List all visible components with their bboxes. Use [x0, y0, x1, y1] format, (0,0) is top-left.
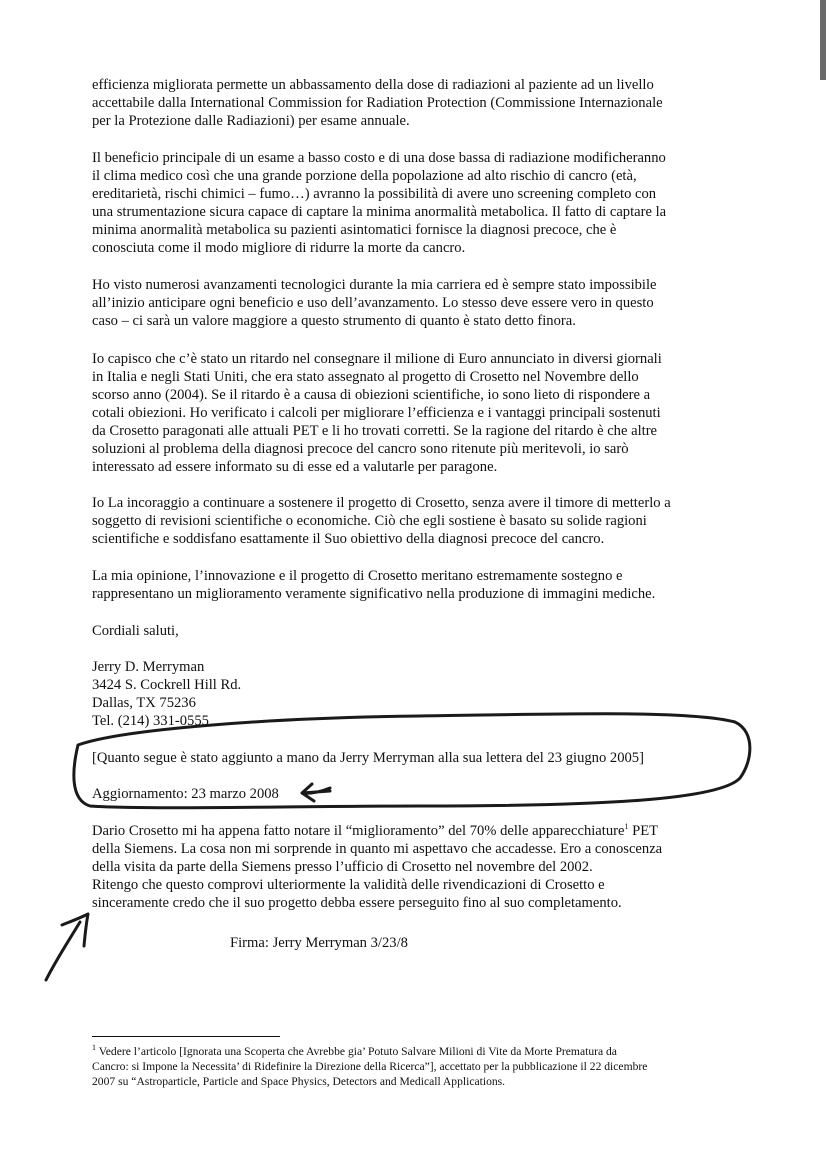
text-line: scientifiche e soddisfano esattamente il Suo obiettivo della diagnosi precoce del cancro. — [92, 531, 605, 547]
closing-salutation — [92, 622, 722, 640]
paragraph-benefit — [92, 149, 722, 257]
text-line: cotali obiezioni. Ho verificato i calcoli per migliorare l’efficienza e i vantaggi principali sostenuti — [92, 405, 661, 421]
footnote-divider — [92, 1036, 280, 1037]
text-line: Il beneficio principale di un esame a basso costo e di una dose bassa di radiazione modificheranno — [92, 150, 666, 166]
sender-name: Jerry D. Merryman — [92, 659, 205, 675]
text-line: caso – ci sarà un valore maggiore a questo strumento di quanto è stato detto finora. — [92, 313, 576, 329]
paragraph-funding-delay — [92, 350, 722, 476]
sender-street: 3424 S. Cockrell Hill Rd. — [92, 677, 242, 693]
text-line: rappresentano un miglioramento veramente significativo nella produzione di immagini mediche. — [92, 586, 656, 602]
text-line — [92, 1044, 722, 1059]
text-line: scorso anno (2004). Se il ritardo è a causa di obiezioni scientifiche, io sono lieto di rispondere a — [92, 387, 651, 403]
hand-drawn-arrow-icon — [46, 914, 88, 980]
text-line: sinceramente credo che il suo progetto debba essere perseguito fino al suo completamento. — [92, 895, 622, 911]
text-line: il clima medico così che una grande porzione della popolazione ad alto rischio di cancro (età, — [92, 168, 637, 184]
text-line: della Siemens. La cosa non mi sorprende in quanto mi aspettavo che accadesse. Ero a conoscenza — [92, 841, 663, 857]
text-line: conosciuta come il modo migliore di ridurre la morte da cancro. — [92, 240, 466, 256]
scan-edge-mark — [820, 0, 826, 80]
text-line: della visita da parte della Siemens presso l’ufficio di Crosetto nel novembre del 2002. — [92, 859, 593, 875]
text-line: Ritengo che questo comprovi ulteriormente la validità delle rivendicazioni di Crosetto e — [92, 877, 605, 893]
footnote-marker: 1 — [92, 1043, 96, 1053]
text-line: soluzioni al problema della diagnosi precoce del cancro sono ritenute più meritevoli, io sarò — [92, 441, 629, 457]
text-line: all’inizio anticipare ogni beneficio e uso dell’avanzamento. Lo stesso deve essere vero in questo — [92, 295, 654, 311]
text-line: una strumentazione sicura capace di captare la minima anormalità metabolica. Il fatto di captare la — [92, 204, 667, 220]
paragraph-advancements — [92, 276, 722, 330]
sender-phone: Tel. (214) 331-0555 — [92, 713, 209, 729]
update-date: Aggiornamento: 23 marzo 2008 — [92, 786, 279, 802]
sender-address — [92, 658, 722, 730]
text-line: in Italia e negli Stati Uniti, che era stato assegnato al progetto di Crosetto nel Novembre dello — [92, 369, 639, 385]
footnote-ref: 1 — [624, 822, 629, 832]
text-fragment: Vedere l’articolo [Ignorata una Scoperta che Avrebbe gia’ Potuto Salvare Milioni di Vite da Morte Prematura da — [96, 1045, 617, 1058]
text-line: efficienza migliorata permette un abbassamento della dose di radiazioni al paziente ad un livello — [92, 77, 654, 93]
text-line: La mia opinione, l’innovazione e il progetto di Crosetto meritano estremamente sostegno e — [92, 568, 623, 584]
footnote — [92, 1044, 722, 1089]
paragraph-conclusion — [92, 876, 722, 912]
text-fragment: Dario Crosetto mi ha appena fatto notare il “miglioramento” del 70% delle apparecchiature — [92, 823, 625, 839]
text-line: Cordiali saluti, — [92, 623, 179, 639]
text-fragment: PET — [628, 823, 659, 839]
hand-drawn-arrow-icon — [302, 784, 330, 801]
paragraph-opinion — [92, 567, 722, 603]
text-line: soggetto di revisioni scientifiche o economiche. Ciò che egli sostiene è basato su solide ragioni — [92, 513, 647, 529]
text-line: Io capisco che c’è stato un ritardo nel consegnare il milione di Euro annunciato in diversi giornali — [92, 351, 662, 367]
text-line: interessato ad essere informato su di esse ed a valutarle per paragone. — [92, 459, 498, 475]
text-line: Cancro: si Impone la Necessita’ di Ridefinire la Direzione della Ricerca”], accettato per la pubblicazione il 22 dicembre — [92, 1060, 648, 1073]
text-line: per la Protezione dalle Radiazioni) per esame annuale. — [92, 113, 410, 129]
text-line: minima anormalità metabolica su pazienti asintomatici fornisce la diagnosi precoce, che è — [92, 222, 617, 238]
text-line: 2007 su “Astroparticle, Particle and Space Physics, Detectors and Medicall Applications. — [92, 1075, 506, 1088]
signature-line: Firma: Jerry Merryman 3/23/8 — [230, 935, 408, 951]
paragraph-encouragement — [92, 494, 722, 548]
text-line — [92, 822, 722, 840]
text-line: ereditarietà, rischi chimici – fumo…) avranno la possibilità di avere uno screening completo con — [92, 186, 657, 202]
text-line: Ho visto numerosi avanzamenti tecnologici durante la mia carriera ed è sempre stato impossibile — [92, 277, 657, 293]
paragraph-radiation-dose — [92, 76, 722, 130]
text-line: da Crosetto paragonati alle attuali PET e li ho trovati corretti. Se la ragione del ritardo è che altre — [92, 423, 658, 439]
sender-city: Dallas, TX 75236 — [92, 695, 196, 711]
handwritten-note-label: [Quanto segue è stato aggiunto a mano da Jerry Merryman alla sua lettera del 23 giugno 2005] — [92, 750, 644, 766]
text-line: accettabile dalla International Commission for Radiation Protection (Commissione Internazionale — [92, 95, 663, 111]
text-line: Io La incoraggio a continuare a sostenere il progetto di Crosetto, senza avere il timore di metterlo a — [92, 495, 671, 511]
paragraph-siemens — [92, 822, 722, 876]
